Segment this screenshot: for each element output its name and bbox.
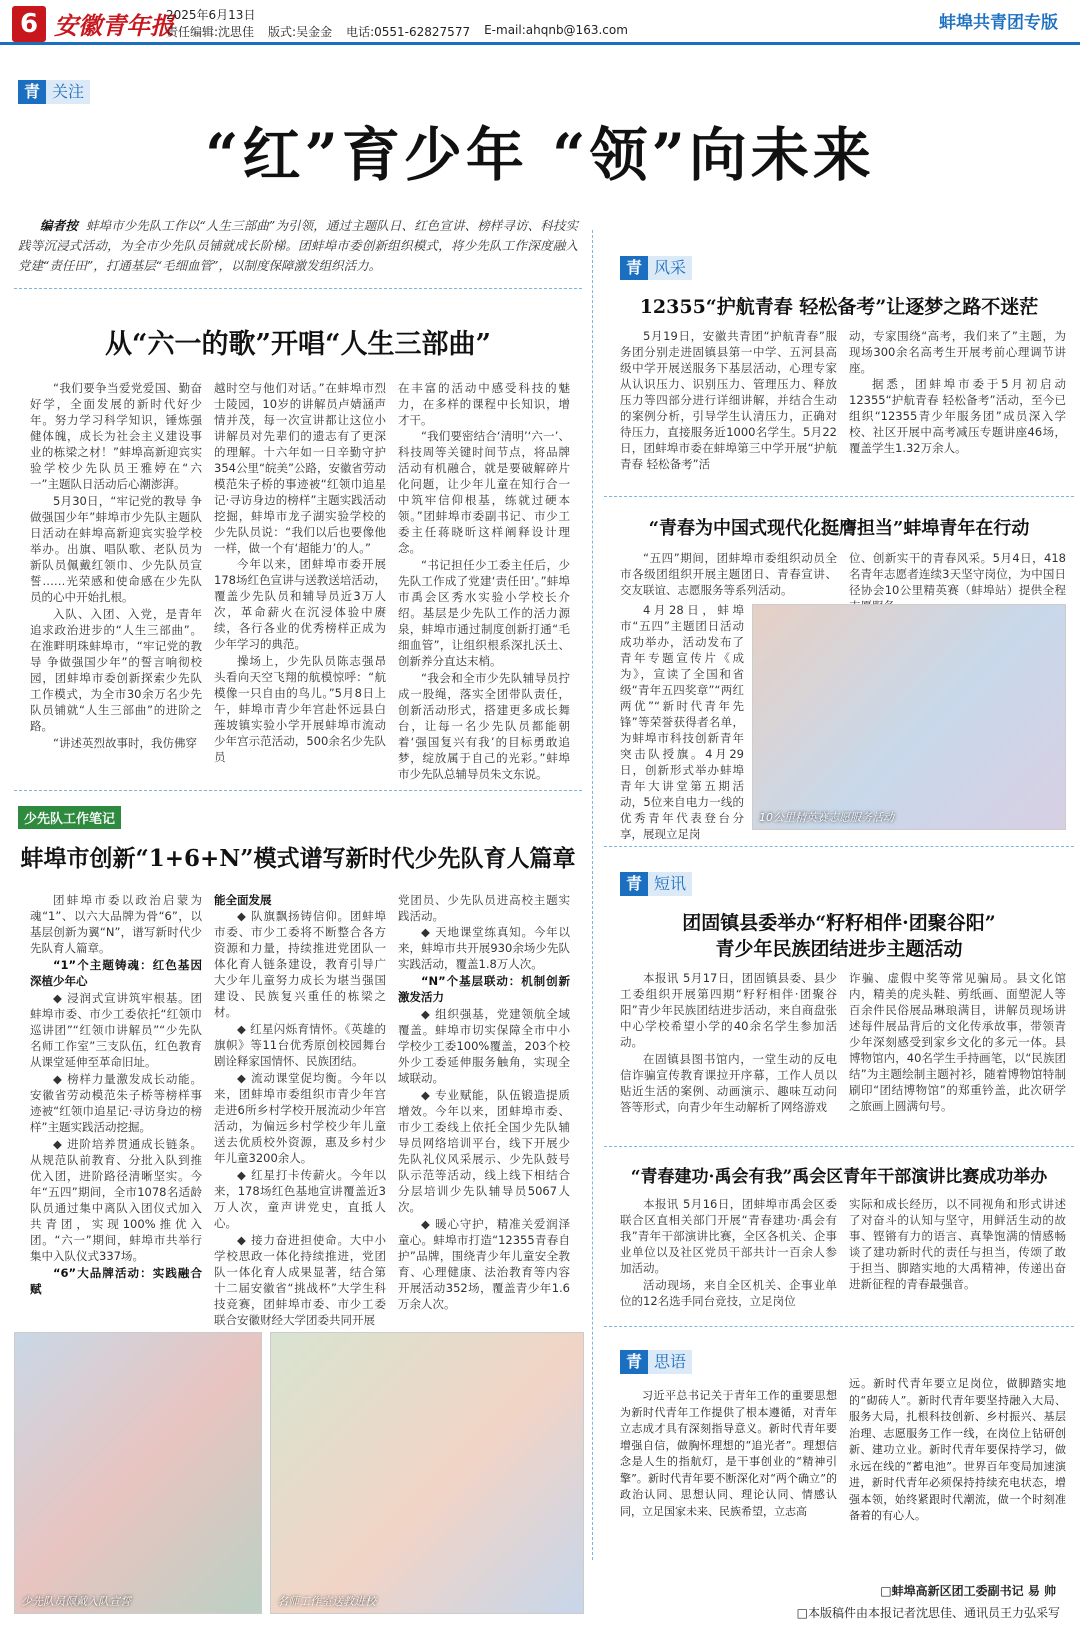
subheading: “6”大品牌活动：实践融合赋: [30, 1266, 202, 1296]
paragraph: 今年以来，团蚌埠市委开展178场红色宣讲与送教送培活动，覆盖少先队员和辅导员近3万人次，革命薪火在沉浸体验中赓续，各行各业的优秀榜样正成为少年学习的典范。: [214, 557, 386, 651]
editor-note: [18, 216, 578, 276]
tag-label: 短讯: [648, 872, 692, 896]
subheading: “1”个主题铸魂：红色基因深植少年心: [30, 958, 202, 988]
paragraph: ◆ 暖心守护，精准关爱润泽童心。蚌埠市打造“12355青春自护”品牌，围绕青少年儿童安全教育、心理健康、法治教育等内容开展活动352场，覆盖青少年1.6万余人次。: [398, 1217, 570, 1311]
editor: 责任编辑:沈思佳: [166, 25, 255, 39]
article6-title: “青春建功·禹会有我”禹会区青年干部演讲比赛成功举办: [630, 1167, 1048, 1187]
article6-col1: [620, 1196, 837, 1314]
article2-title: 蚌埠市创新“1+6+N”模式谱写新时代少先队育人篇章: [20, 845, 576, 872]
article4-title: “青春为中国式现代化挺膺担当”蚌埠青年在行动: [648, 518, 1030, 539]
article2-col2: [214, 892, 386, 1329]
article3-col2: [849, 328, 1066, 480]
paragraph: 实际和成长经历，以不同视角和形式讲述了对奋斗的认知与坚守，用鲜活生动的故事、铿锵有力的语言、真挚饱满的情感畅谈了建功新时代的责任与担当，传颂了敢于担当、脚踏实地的大禹精神，传递出奋进新征程的青春最强音。: [849, 1197, 1066, 1291]
email: E-mail:ahqnb@163.com: [484, 23, 628, 37]
divider: [604, 496, 1074, 497]
main-headline: “红”育少年 “领”向未来: [205, 121, 875, 189]
tag-char: 青: [18, 80, 46, 104]
paragraph: ◆ 接力奋进担使命。大中小学校思政一体化持续推进，党团队一体化育人成果显著，结合第十二届安徽省“挑战杯”大学生科技竞赛，团蚌埠市委、市少工委联合安徽财经大学团委共同开展: [214, 1233, 386, 1327]
phone: 电话:0551-62827577: [346, 25, 471, 39]
tag-char: 青: [620, 1350, 648, 1374]
paragraph: “我们要密结合‘清明’‘六一’、科技周等关键时间节点，将品牌活动有机融合，就是要破解碎片化问题，让少年儿童在知行合一中筑牢信仰根基，练就过硬本领。”团蚌埠市委副书记、市少工委主任蒋晓昕这样阐释设计理念。: [398, 429, 570, 555]
article7-col2: [849, 1376, 1066, 1584]
photo-induction: [14, 1332, 262, 1614]
photo-teaching: [270, 1332, 584, 1614]
article5-col1: [620, 970, 837, 1136]
article4-side: [620, 602, 744, 841]
editor-note-text: 蚌埠市少先队工作以“人生三部曲”为引领，通过主题队日、红色宣讲、榜样寻访、科技实践等沉浸式活动，为全市少先队员铺就成长阶梯。团蚌埠市委创新组织模式，将少先队工作深度融入党建“责任田”，打通基层“毛细血管”，以制度保障激发组织活力。: [18, 218, 578, 273]
newspaper-logo: 安徽青年报: [54, 11, 174, 40]
section-tag-think: [620, 1350, 692, 1374]
edition-name: 蚌埠共青团专版: [939, 13, 1058, 33]
paragraph: 在固镇县图书馆内，一堂生动的反电信诈骗宣传教育课拉开序幕，工作人员以贴近生活的案例、动画演示、趣味互动问答等形式，向青少年生动解析了网络游戏: [620, 1052, 837, 1114]
paragraph: “书记担任少工委主任后，少先队工作成了党建‘责任田’。”蚌埠市禹会区秀水实验小学校长介绍。基层是少先队工作的活力源泉，蚌埠市通过制度创新打通“毛细血管”，让组织根系深扎沃土、创新养分直达末梢。: [398, 558, 570, 668]
paragraph: 据悉，团蚌埠市委于5月初启动12355“护航青春 轻松备考”活动，至今已组织“12355青少年服务团”成员深入学校、社区开展中高考减压专题讲座46场，覆盖学生1.32万余人。: [849, 377, 1066, 455]
section-tag-style: [620, 256, 692, 280]
editor-info: [166, 23, 628, 40]
subheading: “N”个基层联动：机制创新激发活力: [398, 974, 570, 1004]
paragraph: “五四”期间，团蚌埠市委组织动员全市各级团组织开展主题团日、青春宣讲、交友联谊、志愿服务等系列活动。: [620, 551, 837, 597]
section-tag-brief: [620, 872, 692, 896]
divider: [604, 1146, 1074, 1147]
article5-body: [620, 970, 1066, 1136]
paragraph: ◆ 流动课堂促均衡。今年以来，团蚌埠市委组织市青少年宫走进6所乡村学校开展流动少年宫活动，为偏远乡村学校少年儿童送去优质校外资源，惠及乡村少年儿童3200余人。: [214, 1071, 386, 1165]
tag-label: 风采: [648, 256, 692, 280]
photo-volunteers: [752, 604, 1066, 830]
author-byline: □蚌埠高新区团工委副书记 易 帅: [880, 1584, 1056, 1598]
tag-char: 青: [620, 256, 648, 280]
paragraph: “我们要争当爱党爱国、勤奋好学，全面发展的新时代好少年。努力学习科学知识，锤炼强健体魄，成长为社会主义建设事业的栋梁之材！”蚌埠高新迎宾实验学校少先队员王雅婷在“六一”主题队日活动后心潮澎湃。: [30, 381, 202, 491]
photo-caption: 少先队员佩戴入队宣誓: [21, 1595, 131, 1608]
paragraph: 5月30日，“牢记党的教导 争做强国少年”蚌埠市少先队主题队日活动在蚌埠高新迎宾实验学校举办。出旗、唱队歌、老队员为新队员佩戴红领巾、少先队员宣誓……光荣感和使命感在少先队员的心中开始扎根。: [30, 494, 202, 604]
paragraph: 4月28日，蚌埠市“五四”主题团日活动成功举办，活动发布了青年专题宣传片《成为》，宣读了全国和省级“青年五四奖章”“两红两优”“新时代青年先锋”等荣誉获得者名单，为蚌埠市科技创新青年突击队授旗。4月29日，创新形式举办蚌埠青年大讲堂第五期活动，5位来自电力一线的优秀青年代表登台分享，展现立足岗: [620, 603, 744, 841]
header-rule: [0, 42, 1080, 45]
paragraph: 在丰富的活动中感受科技的魅力，在多样的课程中长知识，增才干。: [398, 381, 570, 427]
photo-caption: 名师工作室送教进校: [277, 1595, 376, 1608]
article1-col3: [398, 380, 570, 783]
article7-body: [620, 1376, 1066, 1584]
article3-body: [620, 328, 1066, 480]
paragraph: 入队、入团、入党，是青年追求政治进步的“人生三部曲”。在淮畔明珠蚌埠市，“牢记党的教导 争做强国少年”的誓言响彻校园，团蚌埠市委创新探索少先队工作模式，为全市30余万名少先队员铺就“人生三部曲”的进阶之路。: [30, 607, 202, 733]
paragraph: “我会和全市少先队辅导员拧成一股绳，落实全团带队责任，创新活动形式，搭建更多成长舞台，让每一名少先队员都能朝着‘强国复兴有我’的目标勇敢追梦，绽放属于自己的光彩。”蚌埠市少先队总辅导员朱文东说。: [398, 671, 570, 781]
divider: [14, 288, 582, 289]
paragraph: ◆ 红星闪烁育情怀。《英雄的旗帜》等11台优秀原创校园舞台剧诠释家国情怀、民族团结。: [214, 1022, 386, 1068]
article1-title: 从“六一的歌”开唱“人生三部曲”: [104, 329, 492, 360]
divider: [604, 1326, 1074, 1327]
footer-credit: □本版稿件由本报记者沈思佳、通讯员王力弘采写: [796, 1606, 1060, 1620]
article1-col2: [214, 380, 386, 783]
column-divider: [592, 230, 593, 1560]
paragraph: 操场上，少先队员陈志强昂头看向天空飞翔的航模惊呼：“航模像一只自由的鸟儿。”5月8日上午，蚌埠市青少年宫赴怀远县白莲坡镇实验小学开展蚌埠市流动少年宫示范活动，500余名少先队员: [214, 654, 386, 764]
article3-title: 12355“护航青春 轻松备考”让逐梦之路不迷茫: [639, 296, 1039, 318]
article4-top: [620, 550, 1066, 600]
paragraph: 越时空与他们对话。”在蚌埠市烈士陵园，10岁的讲解员卢婧涵声情并茂，每一次宣讲都让这位小讲解员对先辈们的遗志有了更深的理解。十六年如一日辛勤守护354公里“皖美”公路，安徽省劳动模范朱子桥的事迹被“红领巾追星记·寻访身边的榜样”主题实践活动挖掘，蚌埠市龙子湖实验学校的少先队员说：“我们以后也要像他一样，做一个有‘超能力’的人。”: [214, 381, 386, 555]
article6-body: [620, 1196, 1066, 1314]
page-number: 6: [12, 6, 46, 42]
article5-subtitle: 青少年民族团结进步主题活动: [715, 938, 963, 960]
paragraph: ◆ 进阶培养贯通成长链条。从规范队前教育、分批入队到推优入团，进阶路径清晰坚实。今年“五四”期间，全市1078名适龄队员通过集中离队入团仪式加入共青团，实现100%推优入团。“六一”期间，蚌埠市共举行集中入队仪式337场。: [30, 1137, 202, 1263]
section-tag-focus: [18, 80, 90, 104]
paragraph: 诈骗、虚假中奖等常见骗局。县文化馆内，精美的虎头鞋、剪纸画、面塑泥人等百余件民俗展品琳琅满目，讲解员现场讲述每件展品背后的文化传承故事，带领青少年深刻感受到家乡文化的多元一体。县博物馆内，40名学生手持画笔，以“民族团结”为主题绘制主题衬衫，随着博物馆特制刷印“团结博物馆”的郑重钤盖，此次研学之旅画上圆满句号。: [849, 971, 1066, 1113]
article1-col1: [30, 380, 202, 783]
paragraph: 远。新时代青年要立足岗位，做脚踏实地的“砌砖人”。新时代青年要坚持融入大局、服务大局，扎根科技创新、乡村振兴、基层治理、志愿服务工作一线，在岗位上钻研创新、建功立业。新时代青年要保持学习，做永远在线的“蓄电池”。世界百年变局加速演进，新时代青年必须保持持续充电状态，增强本领，始终紧跟时代潮流，做一个时刻准备着的有心人。: [849, 1377, 1066, 1522]
subheading: 能全面发展: [214, 893, 272, 907]
paragraph: ◆ 榜样力量激发成长动能。安徽省劳动模范朱子桥等榜样事迹被“红领巾追星记·寻访身边的榜样”主题实践活动挖掘。: [30, 1072, 202, 1134]
column-tag: 少先队工作笔记: [18, 806, 121, 829]
paragraph: 党团员、少先队员进高校主题实践活动。: [398, 893, 570, 923]
paragraph: ◆ 队旗飘扬铸信仰。团蚌埠市委、市少工委将不断整合各方资源和力量，持续推进党团队一体化育人链条建设，教育引导广大少年儿童努力成长为堪当强国建设、民族复兴重任的栋梁之材。: [214, 909, 386, 1019]
photo-caption: 10公里精英赛志愿服务活动: [759, 811, 894, 824]
paragraph: 5月19日，安徽共青团“护航青春”服务团分别走进固镇县第一中学、五河县高级中学开展送服务下基层活动，心理专家从认识压力、识别压力、管理压力、释放压力等四部分进行详细讲解，并结合生动的案例分析，引导学生认清压力，正确对待压力，直接服务近1000名学生。5月22日，团蚌埠市委在蚌埠第三中学开展“护航青春 轻松备考”活: [620, 329, 837, 471]
paragraph: “讲述英烈故事时，我仿佛穿: [53, 736, 197, 750]
paragraph: ◆ 天地课堂练真知。今年以来，蚌埠市共开展930余场少先队实践活动，覆盖1.8万人次。: [398, 925, 570, 971]
article5-title: 团固镇县委举办“籽籽相伴·团聚谷阳”: [682, 912, 996, 934]
paragraph: ◆ 红星打卡传薪火。今年以来，178场红色基地宣讲覆盖近3万人次，童声讲党史，直抵人心。: [214, 1168, 386, 1230]
paragraph: ◆ 浸润式宣讲筑牢根基。团蚌埠市委、市少工委依托“红领巾巡讲团”“红领巾讲解员”“少先队名师工作室”三支队伍，红色教育从课堂延伸至革命旧址。: [30, 991, 202, 1069]
paragraph: 本报讯 5月17日，团固镇县委、县少工委组织开展第四期“籽籽相伴·团聚谷阳”青少年民族团结进步活动，来自商盘张中心学校希望小学的40余名学生参加活动。: [620, 971, 837, 1049]
page-header: [0, 0, 1080, 52]
article1-body: [30, 380, 570, 780]
layout-editor: 版式:吴金金: [268, 25, 333, 39]
paragraph: ◆ 专业赋能，队伍锻造提质增效。今年以来，团蚌埠市委、市少工委线上依托全国少先队辅导员网络培训平台，线下开展少先队礼仪风采展示、少先队鼓号队示范等活动，线上线下相结合分层培训少先队辅导员5067人次。: [398, 1088, 570, 1214]
editor-note-lead: 编者按: [40, 218, 78, 233]
paragraph: 团蚌埠市委以政治启蒙为魂“1”、以六大品牌为骨“6”，以基层创新为翼“N”，谱写新时代少先队育人篇章。: [30, 893, 202, 955]
tag-label: 思语: [648, 1350, 692, 1374]
paragraph: ◆ 组织强基，党建领航全域覆盖。蚌埠市切实保障全市中小学校少工委100%覆盖，203个校外少工委延伸服务触角，实现全域联动。: [398, 1007, 570, 1085]
paragraph: 动，专家围绕“高考，我们来了”主题，为现场300余名高考生开展考前心理调节讲座。: [849, 329, 1066, 375]
paragraph: 活动现场，来自全区机关、企事业单位的12名选手同台竞技，立足岗位: [620, 1278, 837, 1308]
divider: [14, 790, 582, 791]
paragraph: 位、创新实干的青春风采。5月4日，418名青年志愿者连续3天坚守岗位，为中国日径协会10公里精英赛（蚌埠站）提供全程: [849, 551, 1066, 597]
article2-col3: [398, 892, 570, 1329]
divider: [604, 846, 1074, 847]
tag-char: 青: [620, 872, 648, 896]
paragraph: 本报讯 5月16日，团蚌埠市禹会区委联合区直相关部门开展“青春建功·禹会有我”青年干部演讲比赛，全区各机关、企事业单位以及社区党员干部共计一百余人参加活动。: [620, 1197, 837, 1275]
article2-col1: [30, 892, 202, 1329]
article2-body: [30, 892, 570, 1327]
tag-label: 关注: [46, 80, 90, 104]
issue-date: 2025年6月13日: [166, 8, 256, 22]
paragraph: 习近平总书记关于青年工作的重要思想为新时代青年工作提供了根本遵循，对青年立志成才具有深刻指导意义。新时代青年要增强自信，做胸怀理想的“追光者”。理想信念是人生的指航灯，是干事创业的“精神引擎”。新时代青年要不断深化对“两个确立”的政治认同、思想认同、理论认同、情感认同，立足国家未来、民族希望，立志高: [620, 1389, 837, 1518]
